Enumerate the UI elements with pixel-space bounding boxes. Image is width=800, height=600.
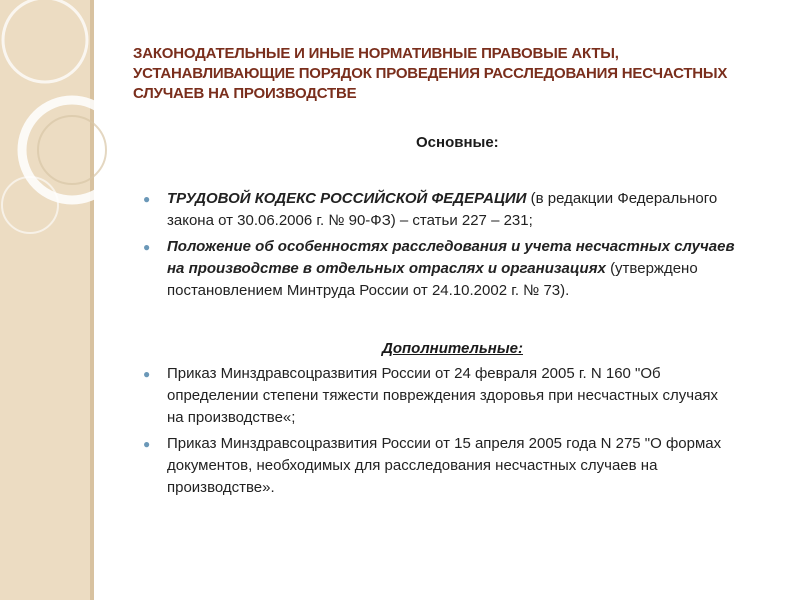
regulation-details: (утверждено [610,260,698,277]
decorative-rings-icon [0,0,140,260]
list-item [135,188,785,232]
regulation-title: Положение об особенностях расследования и учета несчастных случаев [167,238,735,255]
slide-title [133,44,773,104]
order-text: на производстве«; [167,409,296,426]
order-text: Приказ Минздравсоцразвития России от 24 февраля 2005 г. N 160 "Об [167,365,661,382]
order-text: Приказ Минздравсоцразвития России от 15 апреля 2005 года N 275 "О формах [167,435,722,452]
extra-acts-heading: Дополнительные: [382,340,523,357]
order-text: определении степени тяжести повреждения здоровья при несчастных случаях [167,387,719,404]
order-text: документов, необходимых для расследования несчастных случаев на [167,457,658,474]
round-bullet-icon: ● [143,437,151,451]
labor-code-title: ТРУДОВОЙ КОДЕКС РОССИЙСКОЙ ФЕДЕРАЦИИ [167,190,527,207]
slide-title-line: ЗАКОНОДАТЕЛЬНЫЕ И ИНЫЕ НОРМАТИВНЫЕ ПРАВОВЫЕ АКТЫ, [133,45,619,62]
round-bullet-icon: ● [143,367,151,381]
order-text: производстве». [167,479,275,496]
main-acts-heading: Основные: [416,134,499,151]
list-item [135,433,785,499]
labor-code-details: (в редакции Федерального [530,190,718,207]
slide-title-line: УСТАНАВЛИВАЮЩИЕ ПОРЯДОК ПРОВЕДЕНИЯ РАССЛЕДОВАНИЯ НЕСЧАСТНЫХ [133,65,728,82]
round-bullet-icon: ● [143,192,151,206]
list-item [135,363,785,429]
main-acts-list [135,188,785,306]
labor-code-details: закона от 30.06.2006 г. № 90-ФЗ) – статьи 227 – 231; [167,212,533,229]
extra-acts-list [135,363,785,503]
slide-title-line: СЛУЧАЕВ НА ПРОИЗВОДСТВЕ [133,85,357,102]
list-item [135,236,785,302]
regulation-details: постановлением Минтруда России от 24.10.2002 г. № 73). [167,282,570,299]
round-bullet-icon: ● [143,240,151,254]
regulation-title: на производстве в отдельных отраслях и организациях [167,260,606,277]
